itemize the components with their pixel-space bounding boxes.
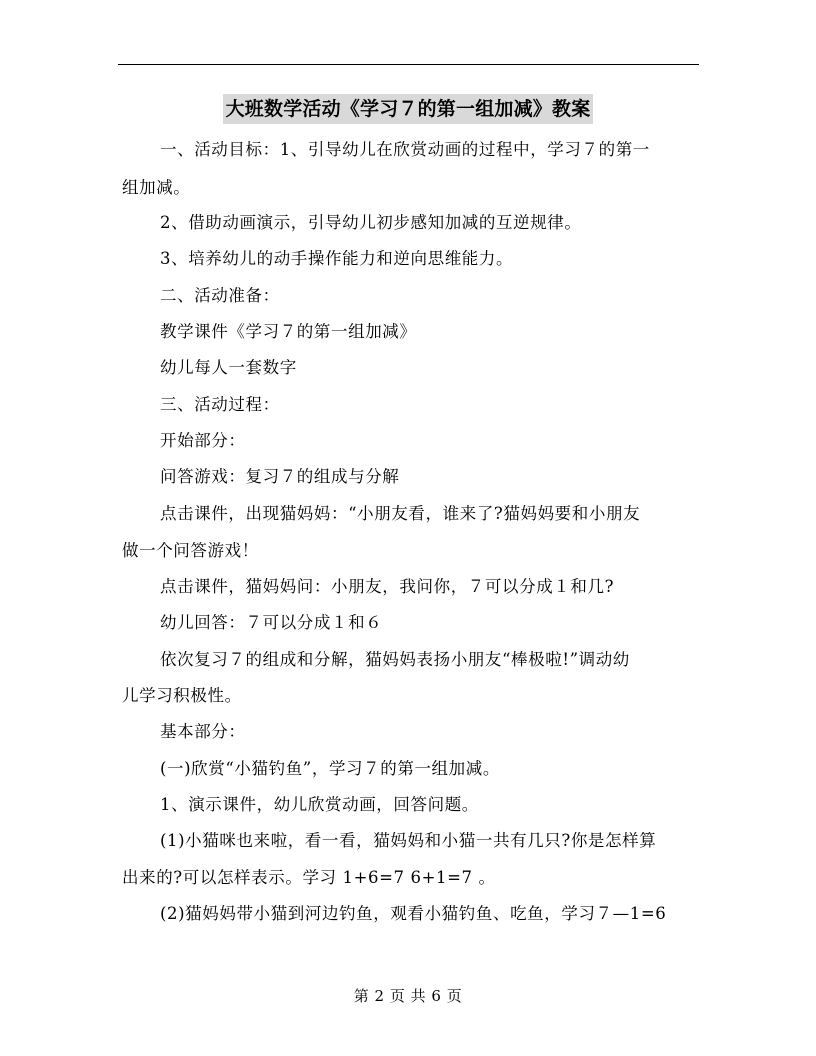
body-line: 2、借助动画演示，引导幼儿初步感知加减的互逆规律。 — [160, 213, 582, 232]
body-line: 基本部分： — [160, 722, 246, 741]
body-line: (2)猫妈妈带小猫到河边钓鱼，观看小猫钓鱼、吃鱼，学习７—1=6 — [160, 904, 667, 923]
body-line: 教学课件《学习７的第一组加减》 — [160, 322, 417, 341]
body-line: (1)小猫咪也来啦，看一看，猫妈妈和小猫一共有几只?你是怎样算 — [160, 831, 657, 850]
body-line: 做一个问答游戏！ — [122, 541, 259, 560]
title-block — [0, 94, 816, 124]
body-line: 依次复习７的组成和分解，猫妈妈表扬小朋友“棒极啦!”调动幼 — [160, 650, 630, 669]
section-heading: 三、活动过程： — [160, 395, 280, 414]
body-line: 问答游戏：复习７的组成与分解 — [160, 467, 400, 486]
body-line: 幼儿每人一套数字 — [160, 358, 297, 377]
body-line: 幼儿回答：７可以分成１和６ — [160, 613, 383, 632]
body-line: 组加减。 — [122, 178, 191, 197]
body-line: 开始部分： — [160, 431, 246, 450]
body-line: 点击课件，出现猫妈妈：“小朋友看，谁来了?猫妈妈要和小朋友 — [160, 504, 641, 523]
document-title: 大班数学活动《学习７的第一组加减》教案 — [223, 94, 594, 124]
header-rule — [118, 64, 699, 65]
section-heading: 二、活动准备： — [160, 286, 280, 305]
body-line: (一)欣赏“小猫钓鱼”，学习７的第一组加减。 — [160, 759, 500, 778]
body-line: 儿学习积极性。 — [122, 686, 242, 705]
body-line: 出来的?可以怎样表示。学习 1+6=7 6+1=7 。 — [122, 868, 496, 887]
body-line: 点击课件，猫妈妈问：小朋友，我问你，７可以分成１和几? — [160, 577, 615, 596]
body-line: 3、培养幼儿的动手操作能力和逆向思维能力。 — [160, 249, 514, 268]
body-line: 1、演示课件，幼儿欣赏动画，回答问题。 — [160, 795, 479, 814]
body-line: 一、活动目标：1、引导幼儿在欣赏动画的过程中，学习７的第一 — [160, 140, 650, 159]
page-number: 第 2 页 共 6 页 — [353, 987, 463, 1005]
